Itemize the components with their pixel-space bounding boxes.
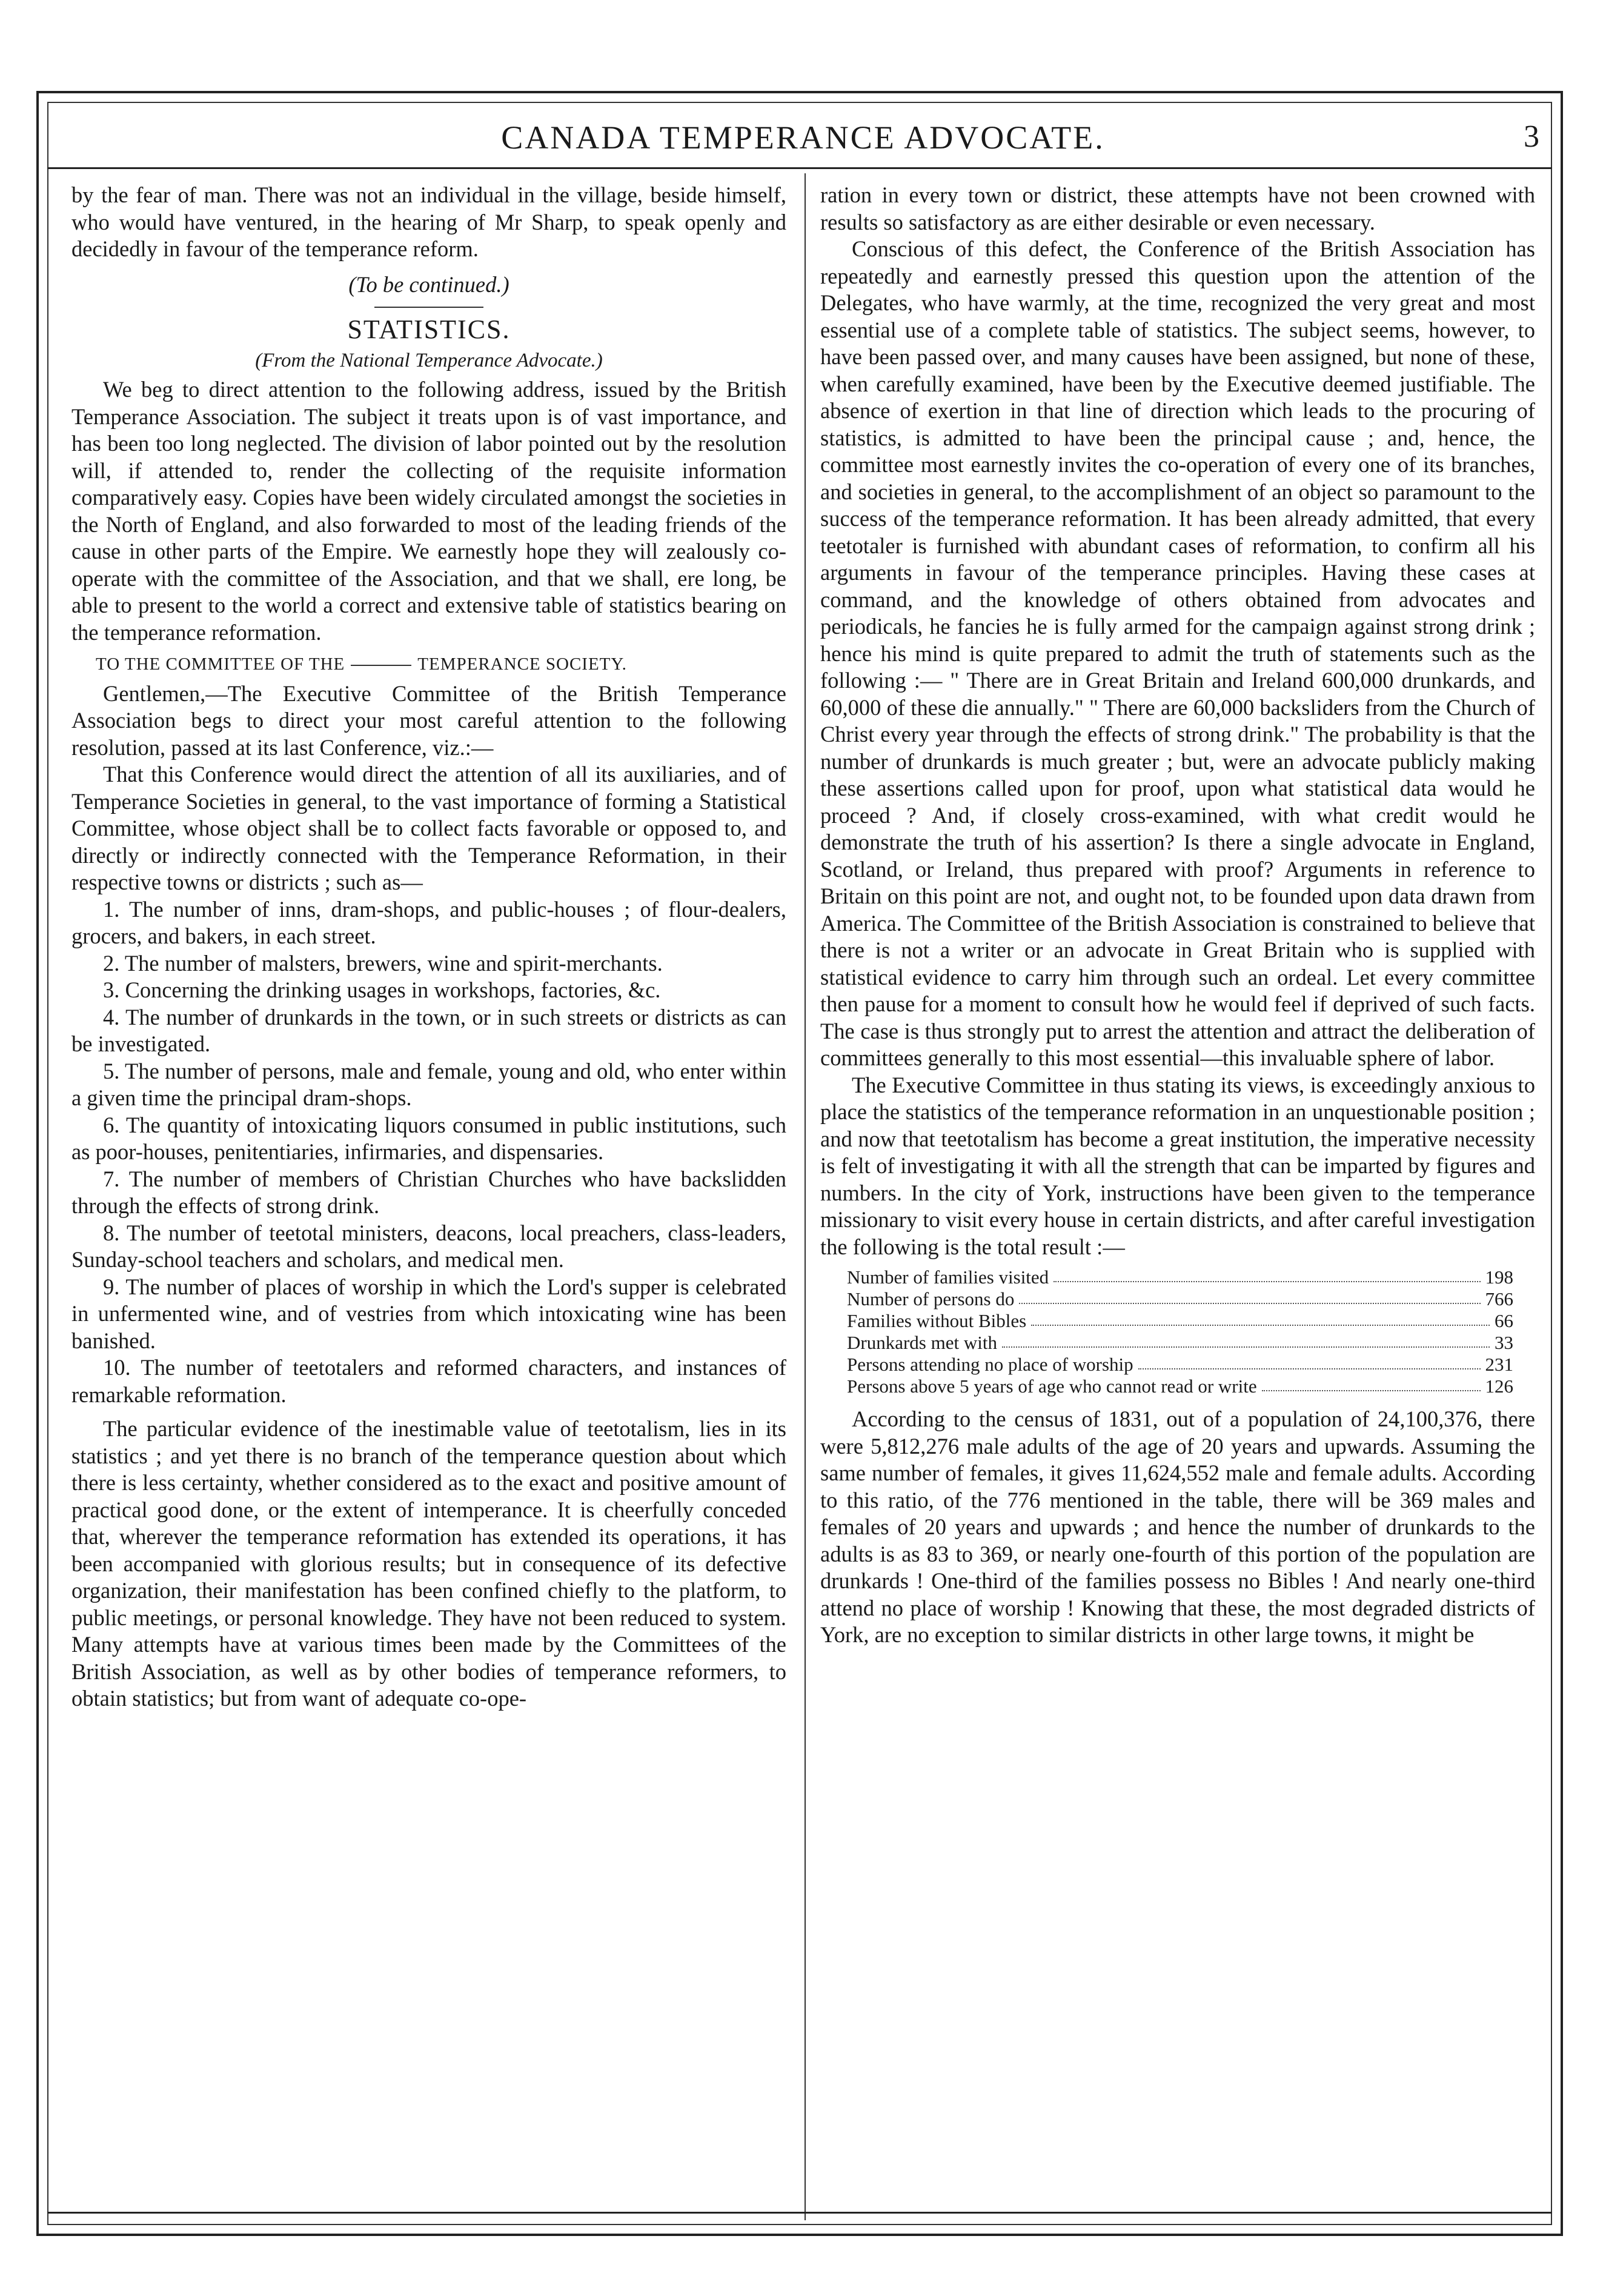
footer-rule: [47, 2212, 1552, 2214]
row-label: Drunkards met with: [847, 1332, 997, 1353]
row-label: Persons above 5 years of age who cannot read or write: [847, 1376, 1257, 1397]
row-label: Persons attending no place of worship: [847, 1354, 1133, 1375]
right-column: [820, 182, 1535, 1649]
list-item: 10. The number of teetotalers and reformed characters, and instances of remarkable reformation.: [71, 1355, 786, 1407]
table-row: [847, 1332, 1513, 1354]
blank-rule: [351, 665, 411, 666]
row-value: 126: [1485, 1376, 1513, 1397]
paragraph: We beg to direct attention to the following address, issued by the British Temperance Association. The subject it treats upon is of vast importance, and has been too long neglected. The division of labor pointed out by the resolution will, if attended to, render the collecting of the requisite information comparatively easy. Copies have been widely circulated amongst the societies in the North of England, and also forwarded to most of the leading friends of the cause in other parts of the Empire. We earnestly hope they will zealously co-operate with the committee of the Association, and that we shall, ere long, be able to present to the world a correct and extensive table of statistics bearing on the temperance reformation.: [71, 377, 786, 645]
list-item: 8. The number of teetotal ministers, deacons, local preachers, class-leaders, Sunday-school teachers and scholars, and medical men.: [71, 1220, 786, 1272]
continued-note: (To be continued.): [348, 271, 509, 297]
address-right: TEMPERANCE SOCIETY.: [417, 654, 627, 674]
row-value: 766: [1485, 1288, 1513, 1309]
row-value: 33: [1495, 1332, 1513, 1353]
section-title: STATISTICS.: [347, 314, 511, 344]
table-row: [847, 1354, 1513, 1376]
left-column: [71, 182, 786, 1712]
leader-dots: [1002, 1332, 1490, 1348]
section-rule: [374, 307, 483, 308]
address-heading: [96, 651, 786, 678]
column-divider: [805, 173, 806, 2220]
leader-dots: [1031, 1310, 1490, 1326]
table-row: [847, 1288, 1513, 1310]
intro-paragraph: by the fear of man. There was not an individual in the village, beside himself, who would have ventured, in the hearing of Mr Sharp, to speak openly and decidedly in favour of the temperance reform.: [71, 182, 786, 261]
leader-dots: [1054, 1266, 1480, 1282]
paragraph: Conscious of this defect, the Conference of the British Association has repeatedly and earnestly pressed this question upon the attention of the Delegates, who have warmly, at the time, recognized the very great and most essential use of a complete table of statistics. The subject seems, however, to have been passed over, and many causes have been assigned, but none of these, when carefully examined, have been by the Executive deemed justifiable. The absence of exertion in that line of direction which leads to the procuring of statistics, is admitted to have been the principal cause ; and, hence, the committee most earnestly invites the co-operation of every one of its branches, and societies in general, to the accomplishment of an object so paramount to the success of the temperance reformation. It has been already admitted, that every teetotaler is furnished with abundant cases of reformation, to confirm all his arguments in favour of the temperance principles. Having these cases at command, and the knowledge of others obtained from advocates and periodicals, he fancies he is fully armed for the campaign against strong drink ; hence his mind is quite prepared to admit the truth of statements such as the following :— " There are in Great Britain and Ireland 600,000 drunkards, and 60,000 of these die annually." " There are 60,000 backsliders from the Church of Christ every year through the effects of strong drink." The probability is that the number of drunkards is much greater ; but, were an advocate publicly making these assertions called upon for proof, upon what statistical data would he proceed ? And, if closely cross-examined, with what credit would he demonstrate the truth of his assertion? Is there a single advocate in England, Scotland, or Ireland, thus prepared with proof? Arguments in reference to Britain on this point are not, and ought not, to be founded upon data drawn from America. The Committee of the British Association is constrained to believe that there is not a writer or an advocate in Great Britain who is supplied with statistical evidence to carry him through such an ordeal. Let every committee then pause for a moment to consult how he would feel if deprived of such facts. The case is thus strongly put to arrest the attention and attract the deliberation of committees generally to this most essential—this invaluable sphere of labor.: [820, 236, 1535, 1070]
leader-dots: [1262, 1376, 1481, 1391]
york-statistics-table: [847, 1266, 1513, 1397]
row-label: Families without Bibles: [847, 1310, 1027, 1331]
paragraph: The particular evidence of the inestimable value of teetotalism, lies in its statistics ; and yet there is no branch of the temperance question about which there is less certainty, whether considered as to the exact and positive amount of practical good done, or the extent of intemperance. It is cheerfully conceded that, wherever the temperance reformation has extended its operations, it has been accompanied with glorious results; but in consequence of its defective organization, their manifestation has been confined chiefly to the platform, to public meetings, or personal knowledge. They have not been reduced to system. Many attempts have at various times been made by the Committees of the British Association, as well as by other bodies of temperance reformers, to obtain statistics; but from want of adequate co-ope-: [71, 1416, 786, 1711]
list-item: 5. The number of persons, male and female, young and old, who enter within a given time the principal dram-shops.: [71, 1058, 786, 1110]
row-value: 198: [1485, 1266, 1513, 1288]
paragraph: ration in every town or district, these attempts have not been crowned with results so satisfactory as are either desirable or even necessary.: [820, 182, 1535, 235]
row-value: 231: [1485, 1354, 1513, 1375]
list-item: 7. The number of members of Christian Churches who have backslidden through the effects of strong drink.: [71, 1166, 786, 1218]
source-note: (From the National Temperance Advocate.): [255, 349, 603, 371]
list-item: 4. The number of drunkards in the town, or in such streets or districts as can be investigated.: [71, 1004, 786, 1056]
row-label: Number of families visited: [847, 1266, 1049, 1288]
row-label: Number of persons do: [847, 1288, 1015, 1309]
table-row: [847, 1310, 1513, 1332]
list-item: 2. The number of malsters, brewers, wine and spirit-merchants.: [103, 950, 663, 976]
row-value: 66: [1495, 1310, 1513, 1331]
list-item: 6. The quantity of intoxicating liquors consumed in public institutions, such as poor-houses, penitentiaries, infirmaries, and dispensaries.: [71, 1112, 786, 1164]
page-title: CANADA TEMPERANCE ADVOCATE.: [501, 119, 1105, 156]
paragraph: That this Conference would direct the attention of all its auxiliaries, and of Temperance Societies in general, to the vast importance of forming a Statistical Committee, whose object shall be to collect facts favorable or opposed to, and directly or indirectly connected with the Temperance Reformation, in their respective towns or districts ; such as—: [71, 762, 786, 894]
list-item: 9. The number of places of worship in which the Lord's supper is celebrated in unfermented wine, and of vestries from which intoxicating wine has been banished.: [71, 1274, 786, 1353]
paragraph: Gentlemen,—The Executive Committee of the British Temperance Association begs to direct your most careful attention to the following resolution, passed at its last Conference, viz.:—: [71, 680, 786, 760]
list-item: 1. The number of inns, dram-shops, and public-houses ; of flour-dealers, grocers, and bakers, in each street.: [71, 896, 786, 948]
leader-dots: [1019, 1288, 1480, 1304]
leader-dots: [1138, 1354, 1481, 1369]
address-left: TO THE COMMITTEE OF THE: [96, 654, 345, 674]
header-rule: [47, 167, 1552, 169]
table-row: [847, 1376, 1513, 1397]
list-item: 3. Concerning the drinking usages in workshops, factories, &c.: [103, 977, 661, 1002]
page-number: 3: [1524, 119, 1539, 154]
paragraph: The Executive Committee in thus stating its views, is exceedingly anxious to place the statistics of the temperance reformation in an unquestionable position ; and now that teetotalism has become a great institution, the imperative necessity is felt of investigating it with all the strength that can be imparted by figures and numbers. In the city of York, instructions have been given to the temperance missionary to visit every house in certain districts, and after careful investigation the following is the total result :—: [820, 1072, 1535, 1259]
table-row: [847, 1266, 1513, 1288]
paragraph: According to the census of 1831, out of a population of 24,100,376, there were 5,812,276 male adults of the age of 20 years and upwards. Assuming the same number of females, it gives 11,624,552 male and female adults. According to this ratio, of the 776 mentioned in the table, there will be 369 males and females of 20 years and upwards ; and hence the number of drunkards to the adults is as 83 to 369, or nearly one-fourth of this portion of the population are drunkards ! One-third of the families possess no Bibles ! And nearly one-third attend no place of worship ! Knowing that these, the most degraded districts of York, are no exception to similar districts in other large towns, it might be: [820, 1406, 1535, 1647]
